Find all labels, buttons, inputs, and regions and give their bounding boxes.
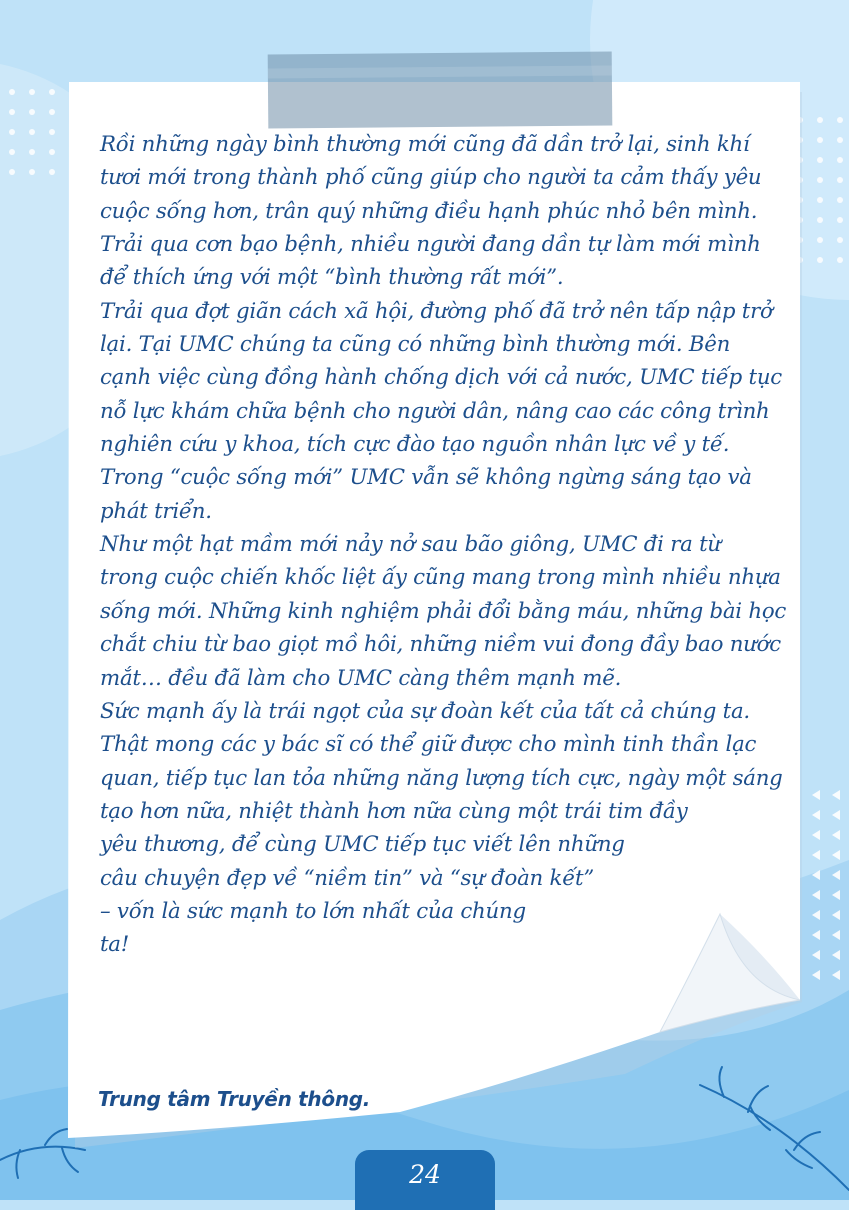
- text-line: Rồi những ngày bình thường mới cũng đã dần trở lại, sinh khí: [100, 132, 750, 157]
- text-line: Thật mong các y bác sĩ có thể giữ được cho mình tinh thần lạc: [100, 732, 757, 758]
- text-line: trong cuộc chiến khốc liệt ấy cũng mang trong mình nhiều nhựa: [100, 565, 781, 591]
- text-line: quan, tiếp tục lan tỏa những năng lượng tích cực, ngày một sáng: [100, 765, 783, 791]
- text-line: tươi mới trong thành phố cũng giúp cho người ta cảm thấy yêu: [100, 165, 762, 191]
- text-line: cuộc sống hơn, trân quý những điều hạnh phúc nhỏ bên mình.: [100, 198, 758, 224]
- text-line: cạnh việc cùng đồng hành chống dịch với cả nước, UMC tiếp tục: [100, 365, 782, 391]
- paragraph-3: [100, 528, 790, 695]
- text-line: nỗ lực khám chữa bệnh cho người dân, nâng cao các công trình: [100, 398, 770, 424]
- text-line: ta!: [100, 932, 130, 958]
- text-line: phát triển.: [100, 498, 212, 524]
- paragraph-2: [100, 295, 790, 528]
- text-line: Sức mạnh ấy là trái ngọt của sự đoàn kết của tất cả chúng ta.: [100, 698, 750, 724]
- text-line: mắt… đều đã làm cho UMC càng thêm mạnh mẽ.: [100, 665, 622, 691]
- text-line: Trong “cuộc sống mới” UMC vẫn sẽ không ngừng sáng tạo và: [100, 465, 752, 491]
- text-line: tạo hơn nữa, nhiệt thành hơn nữa cùng một trái tim đầy: [100, 798, 688, 824]
- text-line: – vốn là sức mạnh to lớn nhất của chúng: [100, 898, 526, 924]
- curl-wrapped-lines: [100, 795, 790, 962]
- page-number-tab: [355, 1150, 495, 1210]
- paragraph-1: [100, 128, 790, 295]
- page-number: 24: [409, 1160, 441, 1189]
- text-line: Trải qua đợt giãn cách xã hội, đường phố đã trở nên tấp nập trở: [100, 298, 773, 324]
- text-line: nghiên cứu y khoa, tích cực đào tạo nguồn nhân lực về y tế.: [100, 432, 730, 458]
- tape-strip: [268, 52, 613, 129]
- signature: Trung tâm Truyền thông.: [98, 1087, 371, 1111]
- text-line: Như một hạt mầm mới nảy nở sau bão giông, UMC đi ra từ: [100, 532, 721, 558]
- text-line: Trải qua cơn bạo bệnh, nhiều người đang dần tự làm mới mình: [100, 232, 761, 258]
- text-line: câu chuyện đẹp về “niềm tin” và “sự đoàn kết”: [100, 865, 594, 891]
- text-line: chắt chiu từ bao giọt mồ hôi, những niềm vui đong đầy bao nước: [100, 632, 781, 658]
- text-line: lại. Tại UMC chúng ta cũng có những bình thường mới. Bên: [100, 332, 731, 358]
- text-line: để thích ứng với một “bình thường rất mới”.: [100, 265, 564, 291]
- letter-body: [100, 128, 790, 962]
- text-line: sống mới. Những kinh nghiệm phải đổi bằng máu, những bài học: [100, 598, 787, 624]
- paragraph-4: [100, 695, 790, 962]
- text-line: yêu thương, để cùng UMC tiếp tục viết lên những: [100, 832, 625, 858]
